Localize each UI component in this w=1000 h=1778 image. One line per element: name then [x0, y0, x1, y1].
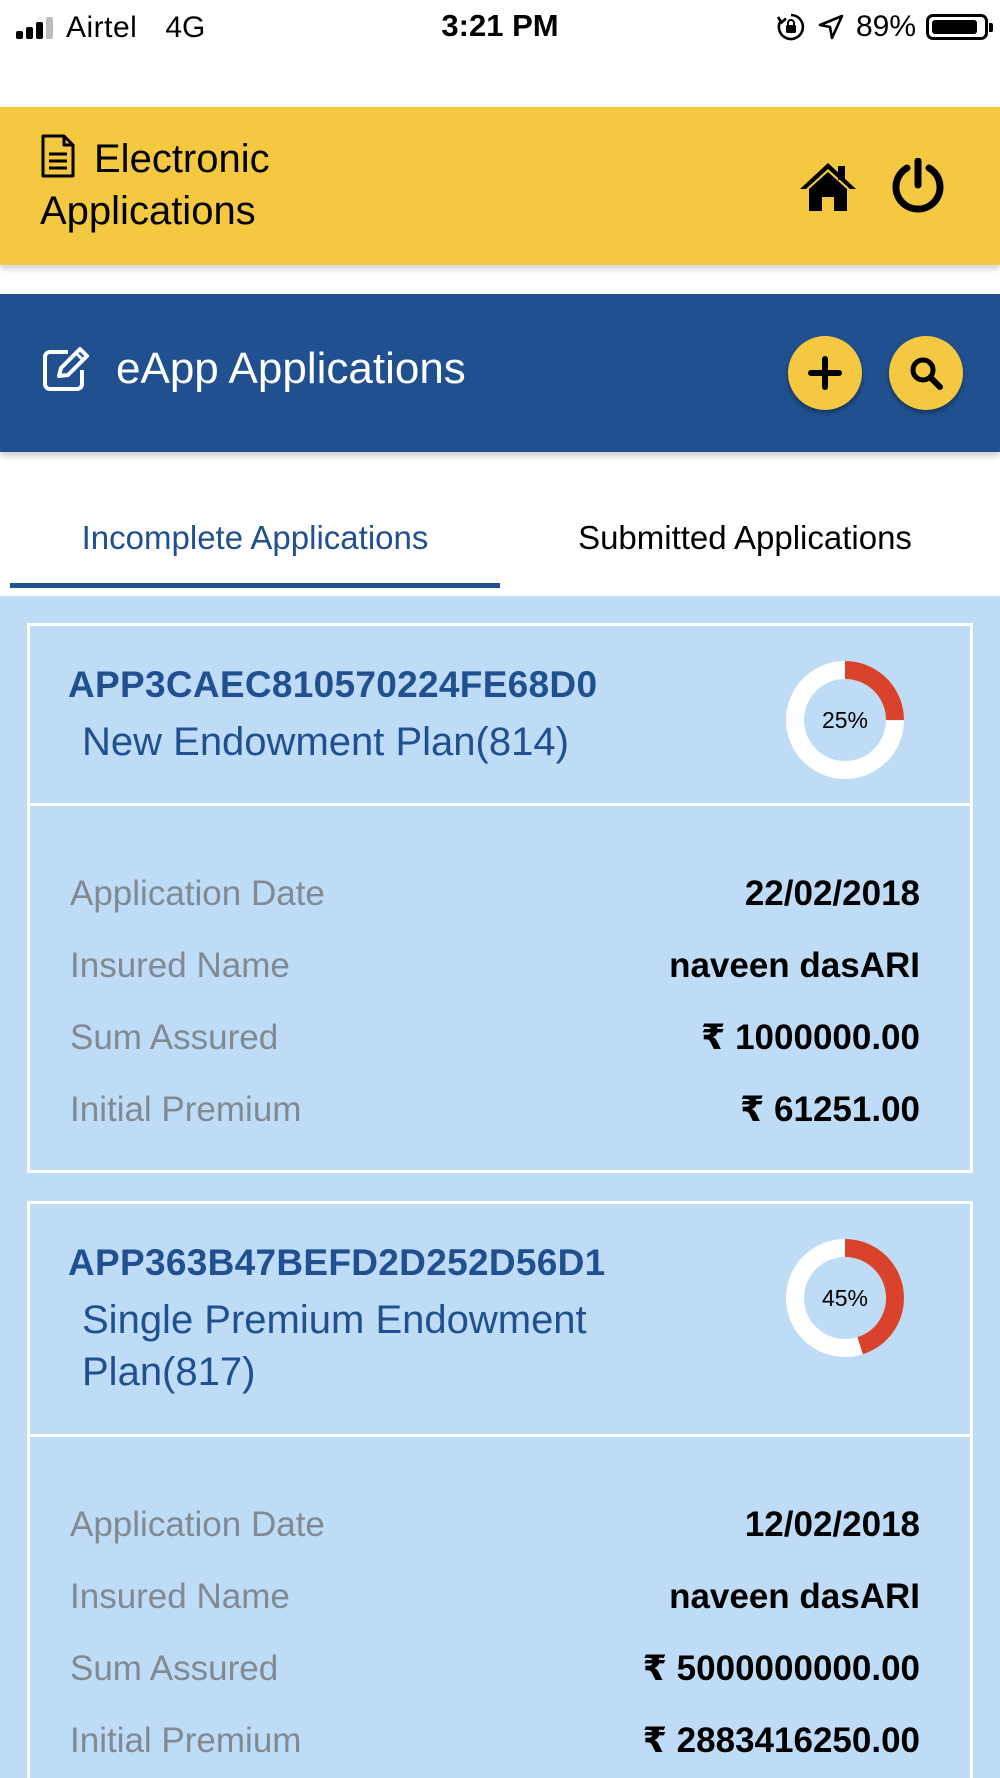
- card-details: [30, 806, 970, 1146]
- rotation-lock-icon: [776, 12, 806, 42]
- application-id: APP363B47BEFD2D252D56D1: [68, 1242, 606, 1283]
- sum-assured-value: ₹ 5000000000.00: [642, 1649, 920, 1688]
- detail-row: [70, 1489, 920, 1561]
- progress-percent: 25%: [821, 706, 869, 733]
- initial-premium-value: ₹ 61251.00: [739, 1090, 920, 1129]
- status-time: 3:21 PM: [441, 8, 559, 43]
- app-header: [0, 107, 1000, 265]
- progress-donut: [784, 659, 906, 781]
- card-details: [30, 1437, 970, 1777]
- plan-name-line1: New Endowment Plan(814): [82, 720, 569, 764]
- plus-icon: [808, 356, 842, 390]
- detail-row: [70, 1633, 920, 1705]
- insured-name-value: naveen dasARI: [669, 946, 920, 985]
- detail-row: [70, 858, 920, 930]
- status-right: [776, 8, 988, 46]
- status-bar: [0, 0, 1000, 56]
- add-application-button[interactable]: [788, 336, 862, 410]
- initial-premium-value: ₹ 2883416250.00: [642, 1721, 920, 1760]
- sum-assured-value: ₹ 1000000.00: [701, 1018, 920, 1057]
- card-header: [30, 1204, 970, 1437]
- network-type: 4G: [165, 11, 206, 44]
- battery-percent: 89%: [855, 10, 916, 43]
- application-date-value: 12/02/2018: [744, 1505, 920, 1544]
- tab-bar: [0, 480, 1000, 596]
- home-icon: [798, 161, 858, 213]
- application-card[interactable]: [27, 1201, 973, 1778]
- detail-row: [70, 1561, 920, 1633]
- progress-donut: [784, 1237, 906, 1359]
- home-button[interactable]: [796, 155, 860, 219]
- app-title: [40, 133, 270, 237]
- insured-name-value: naveen dasARI: [669, 1577, 920, 1616]
- plan-name: [82, 716, 682, 768]
- edit-icon: [42, 345, 90, 393]
- search-button[interactable]: [889, 336, 963, 410]
- sub-actions: [761, 336, 963, 410]
- sub-title-text: eApp Applications: [116, 344, 466, 393]
- application-date-value: 22/02/2018: [744, 874, 920, 913]
- insured-name-label: Insured Name: [70, 1577, 290, 1616]
- plan-name: [82, 1294, 682, 1398]
- card-header: [30, 626, 970, 806]
- plan-name-line2: Plan(817): [82, 1350, 256, 1394]
- header-actions: [770, 155, 950, 219]
- application-date-label: Application Date: [70, 874, 325, 913]
- location-icon: [818, 14, 844, 40]
- app-title-line2: Applications: [40, 189, 256, 233]
- application-card[interactable]: [27, 623, 973, 1173]
- app-title-line1: Electronic: [94, 137, 270, 181]
- carrier-name: Airtel: [66, 11, 138, 44]
- insured-name-label: Insured Name: [70, 946, 290, 985]
- battery-icon: [926, 14, 988, 40]
- tab-incomplete-applications[interactable]: Incomplete Applications: [10, 480, 500, 596]
- plan-name-line1: Single Premium Endowment: [82, 1298, 587, 1342]
- detail-row: [70, 930, 920, 1002]
- detail-row: [70, 1002, 920, 1074]
- detail-row: [70, 1074, 920, 1146]
- document-icon: [40, 134, 76, 178]
- power-icon: [889, 158, 947, 216]
- sum-assured-label: Sum Assured: [70, 1018, 279, 1057]
- detail-row: [70, 1705, 920, 1777]
- sum-assured-label: Sum Assured: [70, 1649, 279, 1688]
- power-button[interactable]: [886, 155, 950, 219]
- tab-submitted-applications[interactable]: Submitted Applications: [578, 519, 912, 556]
- applications-list: [0, 596, 1000, 1778]
- search-icon: [909, 356, 943, 390]
- sub-header: [0, 294, 1000, 452]
- initial-premium-label: Initial Premium: [70, 1721, 302, 1760]
- application-date-label: Application Date: [70, 1505, 325, 1544]
- application-id: APP3CAEC810570224FE68D0: [68, 664, 598, 705]
- initial-premium-label: Initial Premium: [70, 1090, 302, 1129]
- sub-title: [42, 344, 466, 394]
- progress-percent: 45%: [821, 1284, 869, 1311]
- battery-fill: [932, 20, 977, 34]
